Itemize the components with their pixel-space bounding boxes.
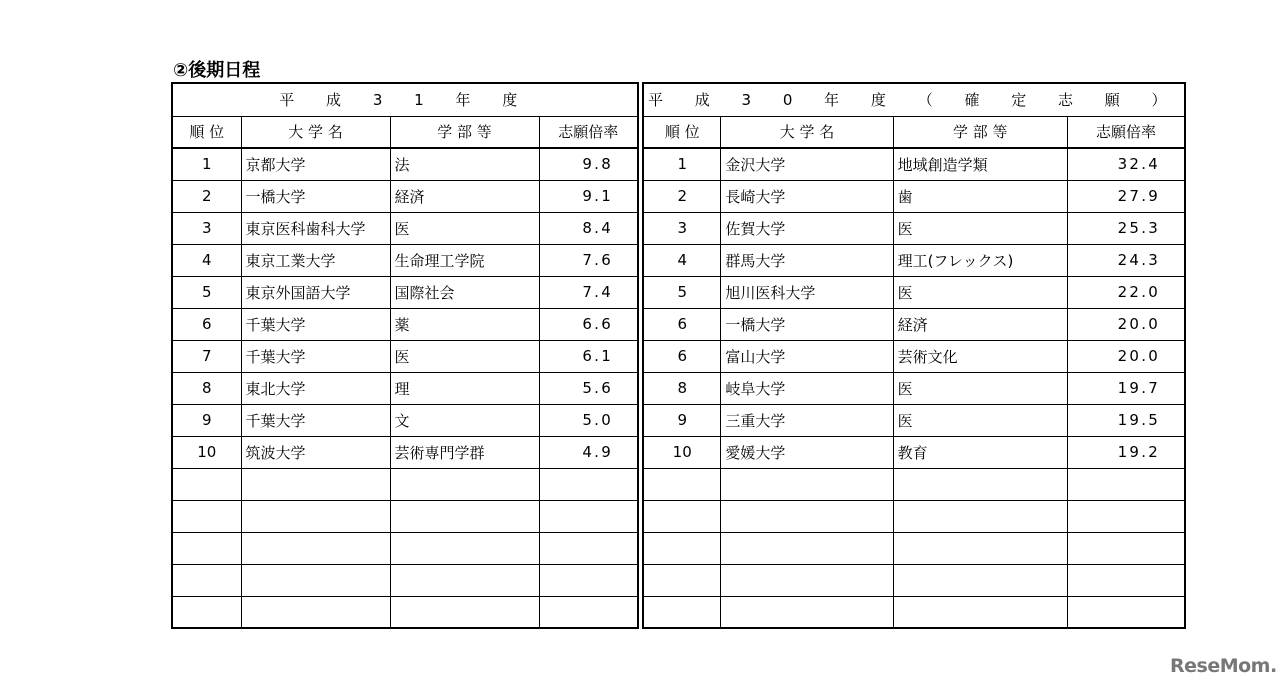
rate-cell: 7.4 — [539, 276, 638, 308]
empty-cell — [643, 532, 721, 564]
rank-cell: 4 — [643, 244, 721, 276]
rank-cell: 1 — [643, 148, 721, 180]
empty-cell — [172, 500, 241, 532]
table-row — [172, 436, 638, 468]
empty-cell — [643, 468, 721, 500]
col-faculty: 学 部 等 — [390, 116, 539, 148]
university-cell: 千葉大学 — [241, 340, 390, 372]
empty-cell — [1068, 564, 1186, 596]
empty-cell — [893, 500, 1067, 532]
faculty-cell: 医 — [893, 276, 1067, 308]
col-university: 大 学 名 — [241, 116, 390, 148]
empty-row — [172, 564, 638, 596]
rate-cell: 19.2 — [1068, 436, 1186, 468]
university-cell: 東京外国語大学 — [241, 276, 390, 308]
faculty-cell: 医 — [893, 212, 1067, 244]
empty-cell — [643, 500, 721, 532]
faculty-cell: 歯 — [893, 180, 1067, 212]
table-row — [643, 340, 1185, 372]
empty-cell — [1068, 532, 1186, 564]
faculty-cell: 芸術文化 — [893, 340, 1067, 372]
table-row — [643, 372, 1185, 404]
table-row — [172, 372, 638, 404]
rank-cell: 10 — [172, 436, 241, 468]
university-cell: 三重大学 — [721, 404, 893, 436]
col-faculty: 学 部 等 — [893, 116, 1067, 148]
rank-cell: 7 — [172, 340, 241, 372]
rank-cell: 5 — [643, 276, 721, 308]
empty-cell — [539, 532, 638, 564]
faculty-cell: 医 — [390, 212, 539, 244]
rate-cell: 22.0 — [1068, 276, 1186, 308]
empty-cell — [539, 500, 638, 532]
university-cell: 東京工業大学 — [241, 244, 390, 276]
empty-cell — [172, 596, 241, 628]
university-cell: 東北大学 — [241, 372, 390, 404]
university-cell: 富山大学 — [721, 340, 893, 372]
faculty-cell: 医 — [893, 372, 1067, 404]
university-cell: 愛媛大学 — [721, 436, 893, 468]
faculty-cell: 文 — [390, 404, 539, 436]
rank-cell: 6 — [643, 340, 721, 372]
year-header: 平 成 3 1 年 度 — [172, 83, 638, 116]
col-rate: 志願倍率 — [539, 116, 638, 148]
faculty-cell: 医 — [893, 404, 1067, 436]
table-row — [172, 340, 638, 372]
section-title: ②後期日程 — [173, 60, 261, 81]
university-cell: 筑波大学 — [241, 436, 390, 468]
ranking-tables — [171, 82, 1186, 629]
empty-cell — [390, 468, 539, 500]
empty-cell — [241, 500, 390, 532]
empty-row — [172, 532, 638, 564]
rank-cell: 3 — [172, 212, 241, 244]
table-row — [643, 308, 1185, 340]
university-cell: 一橋大学 — [721, 308, 893, 340]
table-row — [172, 180, 638, 212]
rank-cell: 9 — [172, 404, 241, 436]
faculty-cell: 法 — [390, 148, 539, 180]
rate-cell: 6.1 — [539, 340, 638, 372]
table-row — [643, 276, 1185, 308]
empty-cell — [1068, 468, 1186, 500]
table-row — [172, 244, 638, 276]
rank-cell: 4 — [172, 244, 241, 276]
empty-row — [643, 532, 1185, 564]
faculty-cell: 経済 — [893, 308, 1067, 340]
empty-cell — [539, 596, 638, 628]
empty-cell — [172, 532, 241, 564]
rank-cell: 9 — [643, 404, 721, 436]
empty-cell — [539, 564, 638, 596]
rate-cell: 19.5 — [1068, 404, 1186, 436]
rate-cell: 20.0 — [1068, 340, 1186, 372]
table-row — [643, 148, 1185, 180]
rate-cell: 32.4 — [1068, 148, 1186, 180]
rank-cell: 6 — [172, 308, 241, 340]
empty-cell — [390, 532, 539, 564]
rate-cell: 9.1 — [539, 180, 638, 212]
table-row — [172, 404, 638, 436]
col-rate: 志願倍率 — [1068, 116, 1186, 148]
empty-cell — [721, 532, 893, 564]
empty-cell — [241, 532, 390, 564]
rate-cell: 6.6 — [539, 308, 638, 340]
table-row — [172, 308, 638, 340]
rate-cell: 25.3 — [1068, 212, 1186, 244]
university-cell: 一橋大学 — [241, 180, 390, 212]
table-h30 — [642, 82, 1186, 629]
empty-cell — [390, 596, 539, 628]
empty-cell — [643, 564, 721, 596]
empty-cell — [1068, 500, 1186, 532]
rate-cell: 5.6 — [539, 372, 638, 404]
university-cell: 長崎大学 — [721, 180, 893, 212]
faculty-cell: 医 — [390, 340, 539, 372]
rank-cell: 10 — [643, 436, 721, 468]
university-cell: 千葉大学 — [241, 308, 390, 340]
table-row — [643, 244, 1185, 276]
faculty-cell: 生命理工学院 — [390, 244, 539, 276]
empty-cell — [893, 564, 1067, 596]
rank-cell: 2 — [172, 180, 241, 212]
empty-cell — [721, 468, 893, 500]
university-cell: 岐阜大学 — [721, 372, 893, 404]
faculty-cell: 国際社会 — [390, 276, 539, 308]
table-row — [172, 212, 638, 244]
empty-cell — [172, 468, 241, 500]
empty-cell — [721, 500, 893, 532]
rank-cell: 3 — [643, 212, 721, 244]
university-cell: 千葉大学 — [241, 404, 390, 436]
rate-cell: 24.3 — [1068, 244, 1186, 276]
empty-cell — [539, 468, 638, 500]
faculty-cell: 薬 — [390, 308, 539, 340]
table-row — [643, 212, 1185, 244]
rank-cell: 8 — [172, 372, 241, 404]
faculty-cell: 経済 — [390, 180, 539, 212]
empty-cell — [172, 564, 241, 596]
col-rank: 順 位 — [172, 116, 241, 148]
empty-cell — [241, 468, 390, 500]
faculty-cell: 理工(フレックス) — [893, 244, 1067, 276]
university-cell: 旭川医科大学 — [721, 276, 893, 308]
empty-cell — [893, 596, 1067, 628]
faculty-cell: 教育 — [893, 436, 1067, 468]
rank-cell: 1 — [172, 148, 241, 180]
empty-cell — [721, 564, 893, 596]
rank-cell: 6 — [643, 308, 721, 340]
rate-cell: 27.9 — [1068, 180, 1186, 212]
empty-cell — [241, 596, 390, 628]
university-cell: 佐賀大学 — [721, 212, 893, 244]
rate-cell: 5.0 — [539, 404, 638, 436]
university-cell: 京都大学 — [241, 148, 390, 180]
table-row — [172, 276, 638, 308]
university-cell: 東京医科歯科大学 — [241, 212, 390, 244]
rate-cell: 8.4 — [539, 212, 638, 244]
empty-cell — [241, 564, 390, 596]
university-cell: 金沢大学 — [721, 148, 893, 180]
col-rank: 順 位 — [643, 116, 721, 148]
empty-cell — [893, 468, 1067, 500]
table-h31 — [171, 82, 639, 629]
empty-row — [172, 468, 638, 500]
faculty-cell: 芸術専門学群 — [390, 436, 539, 468]
empty-row — [643, 564, 1185, 596]
rank-cell: 5 — [172, 276, 241, 308]
empty-row — [643, 468, 1185, 500]
rank-cell: 2 — [643, 180, 721, 212]
rate-cell: 20.0 — [1068, 308, 1186, 340]
empty-cell — [1068, 596, 1186, 628]
empty-cell — [390, 500, 539, 532]
table-row — [172, 148, 638, 180]
empty-cell — [390, 564, 539, 596]
empty-cell — [893, 532, 1067, 564]
rate-cell: 4.9 — [539, 436, 638, 468]
col-university: 大 学 名 — [721, 116, 893, 148]
table-row — [643, 436, 1185, 468]
university-cell: 群馬大学 — [721, 244, 893, 276]
table-row — [643, 180, 1185, 212]
empty-cell — [643, 596, 721, 628]
empty-row — [172, 500, 638, 532]
faculty-cell: 地域創造学類 — [893, 148, 1067, 180]
rate-cell: 9.8 — [539, 148, 638, 180]
rate-cell: 19.7 — [1068, 372, 1186, 404]
resemom-logo: ReseMom. — [1170, 655, 1277, 677]
table-row — [643, 404, 1185, 436]
empty-cell — [721, 596, 893, 628]
year-header: 平 成 3 0 年 度 （ 確 定 志 願 ） — [643, 83, 1185, 116]
rank-cell: 8 — [643, 372, 721, 404]
empty-row — [643, 500, 1185, 532]
empty-row — [172, 596, 638, 628]
empty-row — [643, 596, 1185, 628]
faculty-cell: 理 — [390, 372, 539, 404]
rate-cell: 7.6 — [539, 244, 638, 276]
